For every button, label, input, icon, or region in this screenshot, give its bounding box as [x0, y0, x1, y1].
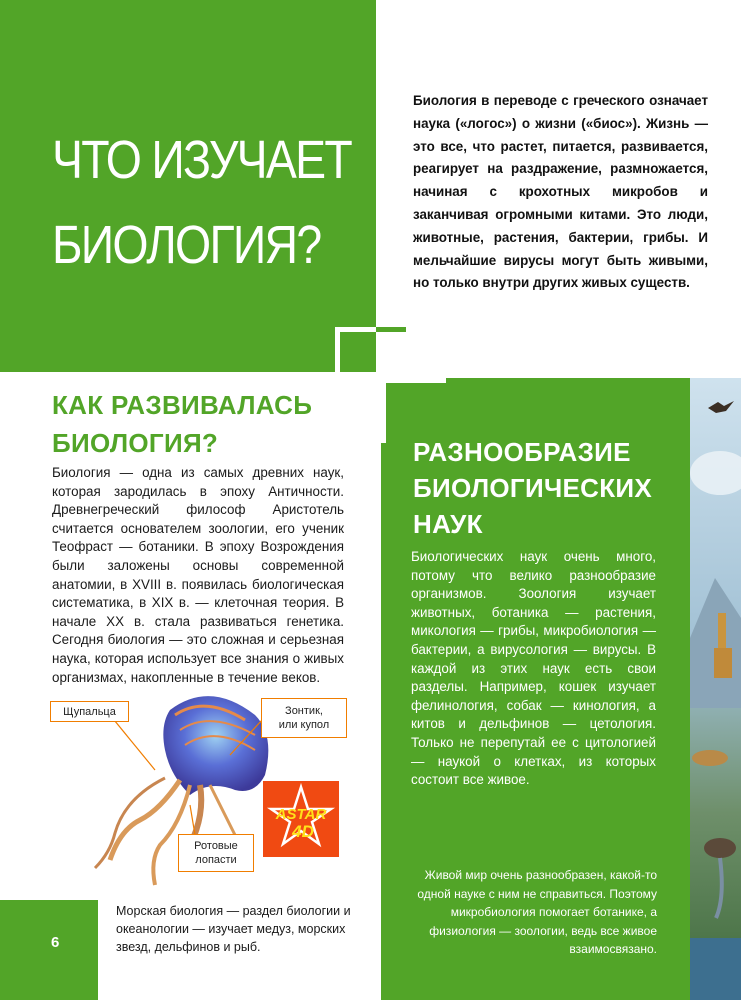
- animals-photo-illustration: [690, 378, 741, 1000]
- marine-biology-caption: Морская биология — раздел биологии и океанологии — изучает медуз, морских звезд, дельфинов и рыб.: [116, 904, 351, 955]
- diversity-heading-line-3: НАУК: [413, 509, 483, 539]
- diversity-heading: [413, 434, 683, 542]
- diversity-caption: Живой мир очень разнообразен, какой-то одной науке с ним не справиться. Поэтому микробиология помогает ботанике, а физиология — зоологии, ведь все живое взаимосвязано.: [417, 868, 657, 957]
- history-heading-line-2: БИОЛОГИЯ?: [52, 428, 219, 458]
- label-umbrella-line-2: или купол: [278, 719, 330, 731]
- history-heading-line-1: КАК РАЗВИВАЛАСЬ: [52, 390, 313, 420]
- astar-line-2: 4D: [292, 822, 314, 841]
- page-number: 6: [51, 934, 60, 951]
- label-oral-arms: [178, 834, 254, 872]
- diversity-heading-line-2: БИОЛОГИЧЕСКИХ: [413, 473, 653, 503]
- astar-4d-logo[interactable]: [263, 781, 339, 857]
- decorative-corner-extension: [376, 327, 406, 372]
- history-heading: [52, 386, 362, 462]
- intro-paragraph: Биология в переводе с греческого означает наука («логос») о жизни («биос»). Жизнь — это все, что растет, питается, развивается, реагирует на раздражение, размножается, начиная с крохотных микробов и заканчивая огромными китами. Это люди, животные, растения, бактерии, грибы. И мельчайшие вирусы могут быть живыми, но только внутри других живых существ.: [413, 93, 708, 291]
- animals-photo: [690, 378, 741, 1000]
- label-umbrella-line-1: Зонтик,: [285, 705, 323, 717]
- title-line-1: ЧТО ИЗУЧАЕТ: [52, 130, 352, 190]
- page-title: [52, 118, 352, 288]
- astar-star-icon: [263, 781, 339, 857]
- label-oral-line-2: лопасти: [195, 854, 237, 866]
- astar-line-1: ASTAR: [275, 806, 327, 823]
- page-number-tab: [0, 900, 98, 1000]
- label-oral-line-1: Ротовые: [194, 840, 238, 852]
- label-umbrella: [261, 698, 347, 738]
- diversity-paragraph: Биологических наук очень много, потому что велико разнообразие организмов. Зоология изучает животных, ботаника — растения, микология — грибы, микробиология — бактерии, а вирусология — вирусы. В каждой из этих наук есть свои разделы. Например, кошек изучает фелинология, собак — кинология, а китов и дельфинов — цетология. Только не перепутай ее с цитологией — наукой о клетках, из которых состоит все живое.: [411, 549, 656, 788]
- title-line-2: БИОЛОГИЯ?: [52, 215, 321, 275]
- history-paragraph: Биология — одна из самых древних наук, которая зародилась в эпоху Античности. Древнегреческий философ Аристотель считается основателем зоологии, его ученик Теофраст — ботаники. В эпоху Возрождения были заложены основы современной анатомии, в XVIII в. появилась биологическая систематика, в XIX в. — клеточная теория. В начале XX в. стала развиваться генетика. Сегодня биология — это сложная и серьезная наука, которая использует все знания о живых организмах, накопленные в течение веков.: [52, 465, 344, 685]
- diversity-heading-line-1: РАЗНООБРАЗИЕ: [413, 437, 631, 467]
- label-tentacles: Щупальца: [50, 701, 129, 722]
